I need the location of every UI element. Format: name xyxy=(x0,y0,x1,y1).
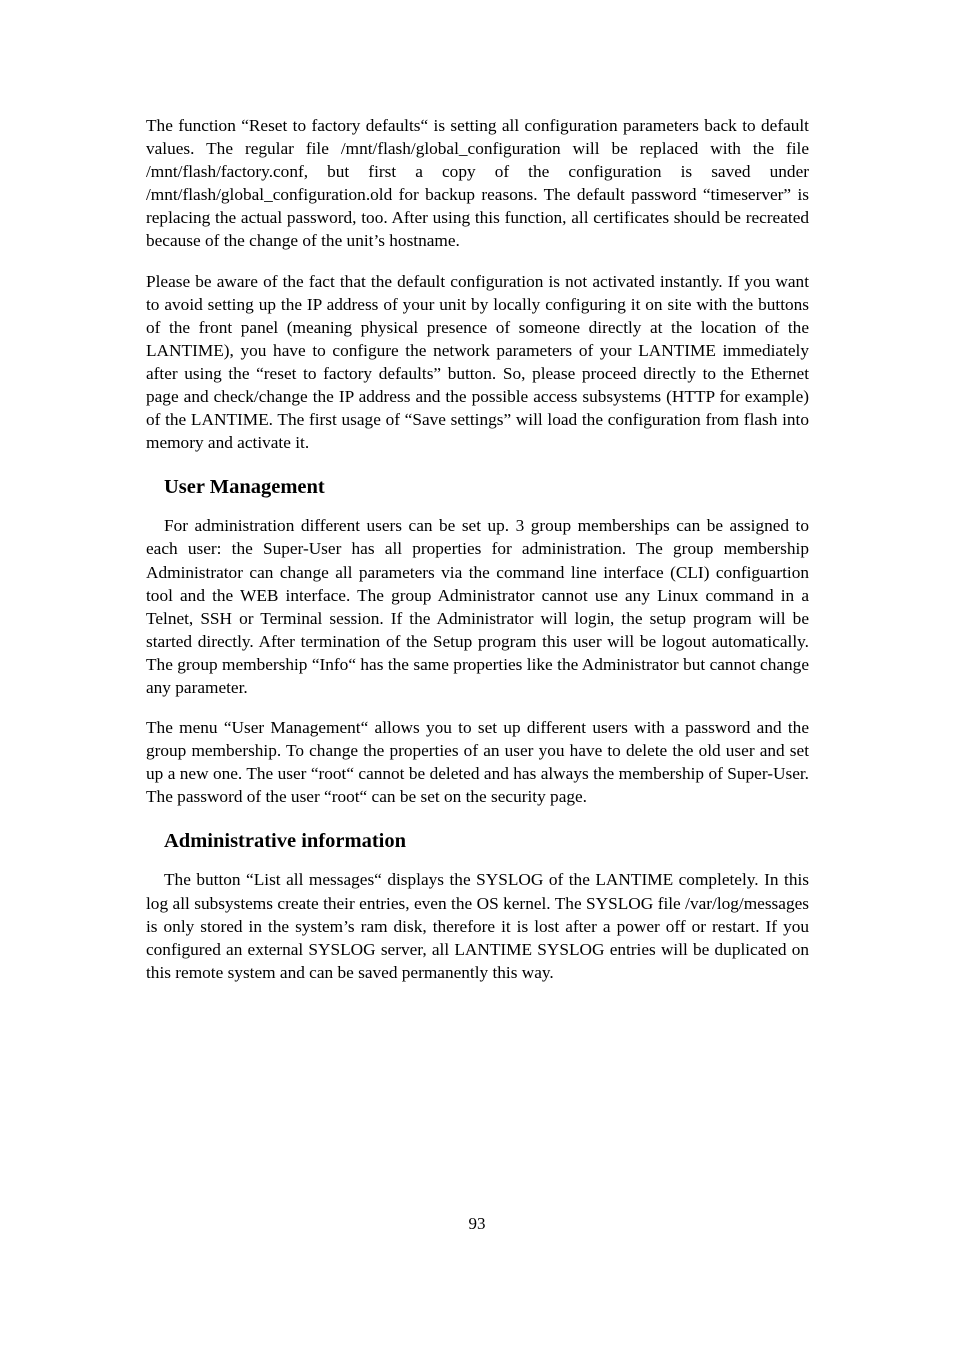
paragraph-reset-factory-defaults: The function “Reset to factory defaults“ is setting all configuration parameters back to default values. The regular file /mnt/flash/global_configuration will be replaced with the file /mnt/flash/factory.conf, but first a copy of the configuration is saved under /mnt/flash/global_configuration.old for backup reasons. The default password “timeserver” is replacing the actual password, too. After using this function, all certificates should be recreated because of the change of the unit’s hostname. xyxy=(146,116,809,251)
paragraph-user-groups: For administration different users can be set up. 3 group memberships can be assigned to each user: the Super-User has all properties for administration. The group membership Administrator can change all parameters via the command line interface (CLI) configuartion tool and the WEB interface. The group Administrator cannot use any Linux command in a Telnet, SSH or Terminal session. If the Administrator will login, the setup program will be started directly. After termination of the Setup program this user will be logout automatically. The group membership “Info“ has the same properties like the Administrator but cannot change any parameter. xyxy=(146,516,809,697)
page-number: 93 xyxy=(468,1214,486,1233)
heading-user-management: User Management xyxy=(164,476,325,499)
paragraph-syslog: The button “List all messages“ displays the SYSLOG of the LANTIME completely. In this log all subsystems create their entries, even the OS kernel. The SYSLOG file /var/log/messages is only stored in the system’s ram disk, therefore it is lost after a power off or restart. If you configured an external SYSLOG server, all LANTIME SYSLOG entries will be duplicated on this remote system and can be saved permanently this way. xyxy=(146,870,809,982)
page-content xyxy=(146,114,809,1001)
heading-administrative-information: Administrative information xyxy=(164,830,406,853)
paragraph-default-config-activation: Please be aware of the fact that the default configuration is not activated instantly. If you want to avoid setting up the IP address of your unit by locally configuring it on site with the buttons of the front panel (meaning physical presence of someone directly at the location of the LANTIME), you have to configure the network parameters of your LANTIME immediately after using the “reset to factory defaults” button. So, please proceed directly to the Ethernet page and check/change the IP address and the possible access subsystems (HTTP for example) of the LANTIME. The first usage of “Save settings” will load the configuration from flash into memory and activate it. xyxy=(146,271,809,453)
paragraph-user-management-menu: The menu “User Management“ allows you to set up different users with a password and the group membership. To change the properties of an user you have to delete the old user and set up a new one. The user “root“ cannot be deleted and has always the membership of Super-User. The password of the user “root“ can be set on the security page. xyxy=(146,718,809,807)
